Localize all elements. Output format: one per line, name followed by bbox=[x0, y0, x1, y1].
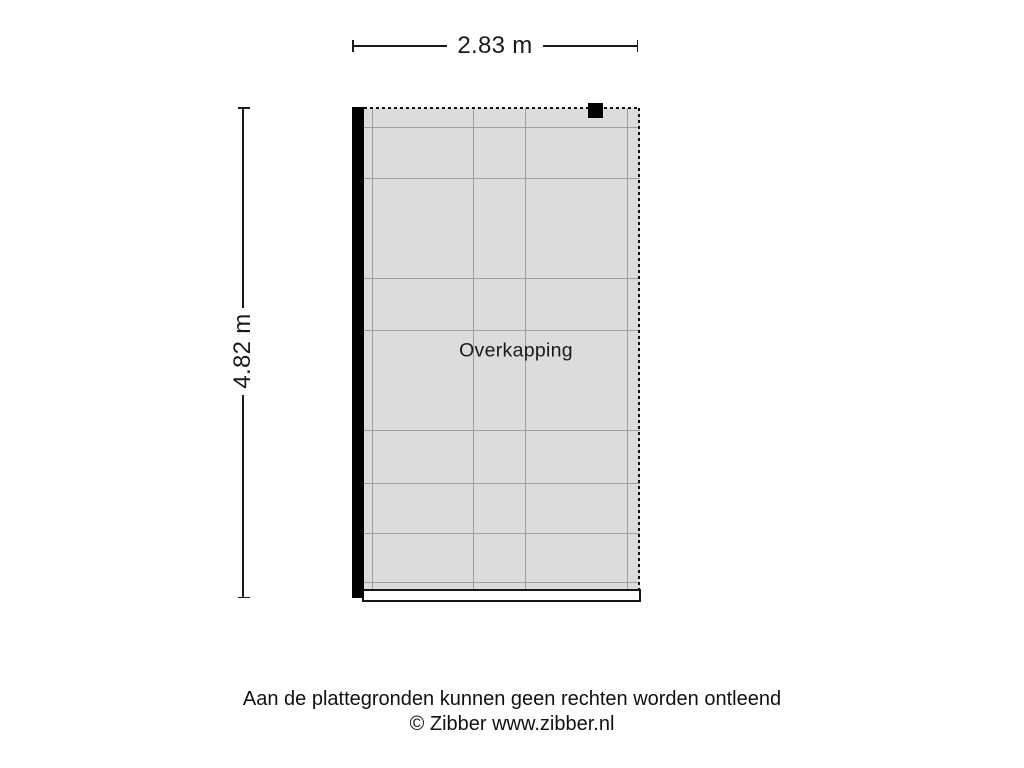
support-post bbox=[588, 103, 603, 118]
room-name-label: Overkapping bbox=[459, 339, 573, 362]
dimension-height-label: 4.82 m bbox=[229, 313, 256, 389]
tile-grid-line bbox=[364, 533, 640, 534]
dimension-width bbox=[352, 32, 638, 59]
dimension-line-top-segment bbox=[242, 108, 244, 308]
dimension-line-bottom-segment bbox=[242, 395, 244, 597]
dimension-width-label: 2.83 m bbox=[457, 32, 533, 59]
tile-grid-line bbox=[364, 483, 640, 484]
threshold-beam bbox=[362, 589, 641, 602]
footer bbox=[0, 687, 1024, 737]
open-wall-right-dashed-line bbox=[638, 108, 640, 598]
tile-grid-line bbox=[364, 278, 640, 279]
footer-disclaimer-text: Aan de plattegronden kunnen geen rechten worden ontleend bbox=[242, 688, 782, 710]
tile-grid-line bbox=[364, 582, 640, 583]
footer-copyright-text: © Zibber www.zibber.nl bbox=[409, 713, 615, 735]
dimension-line-left-segment bbox=[353, 45, 447, 47]
dimension-height bbox=[229, 107, 256, 598]
dimension-tick-right bbox=[637, 40, 639, 52]
wall-left bbox=[352, 107, 364, 598]
tile-grid-line bbox=[364, 330, 640, 331]
tile-grid-line bbox=[627, 108, 628, 598]
tile-grid-line bbox=[372, 108, 373, 598]
tile-grid-line bbox=[364, 430, 640, 431]
tile-grid-line bbox=[364, 127, 640, 128]
dimension-line-right-segment bbox=[543, 45, 637, 47]
dimension-tick-bottom bbox=[238, 597, 250, 599]
tile-grid-line bbox=[364, 178, 640, 179]
